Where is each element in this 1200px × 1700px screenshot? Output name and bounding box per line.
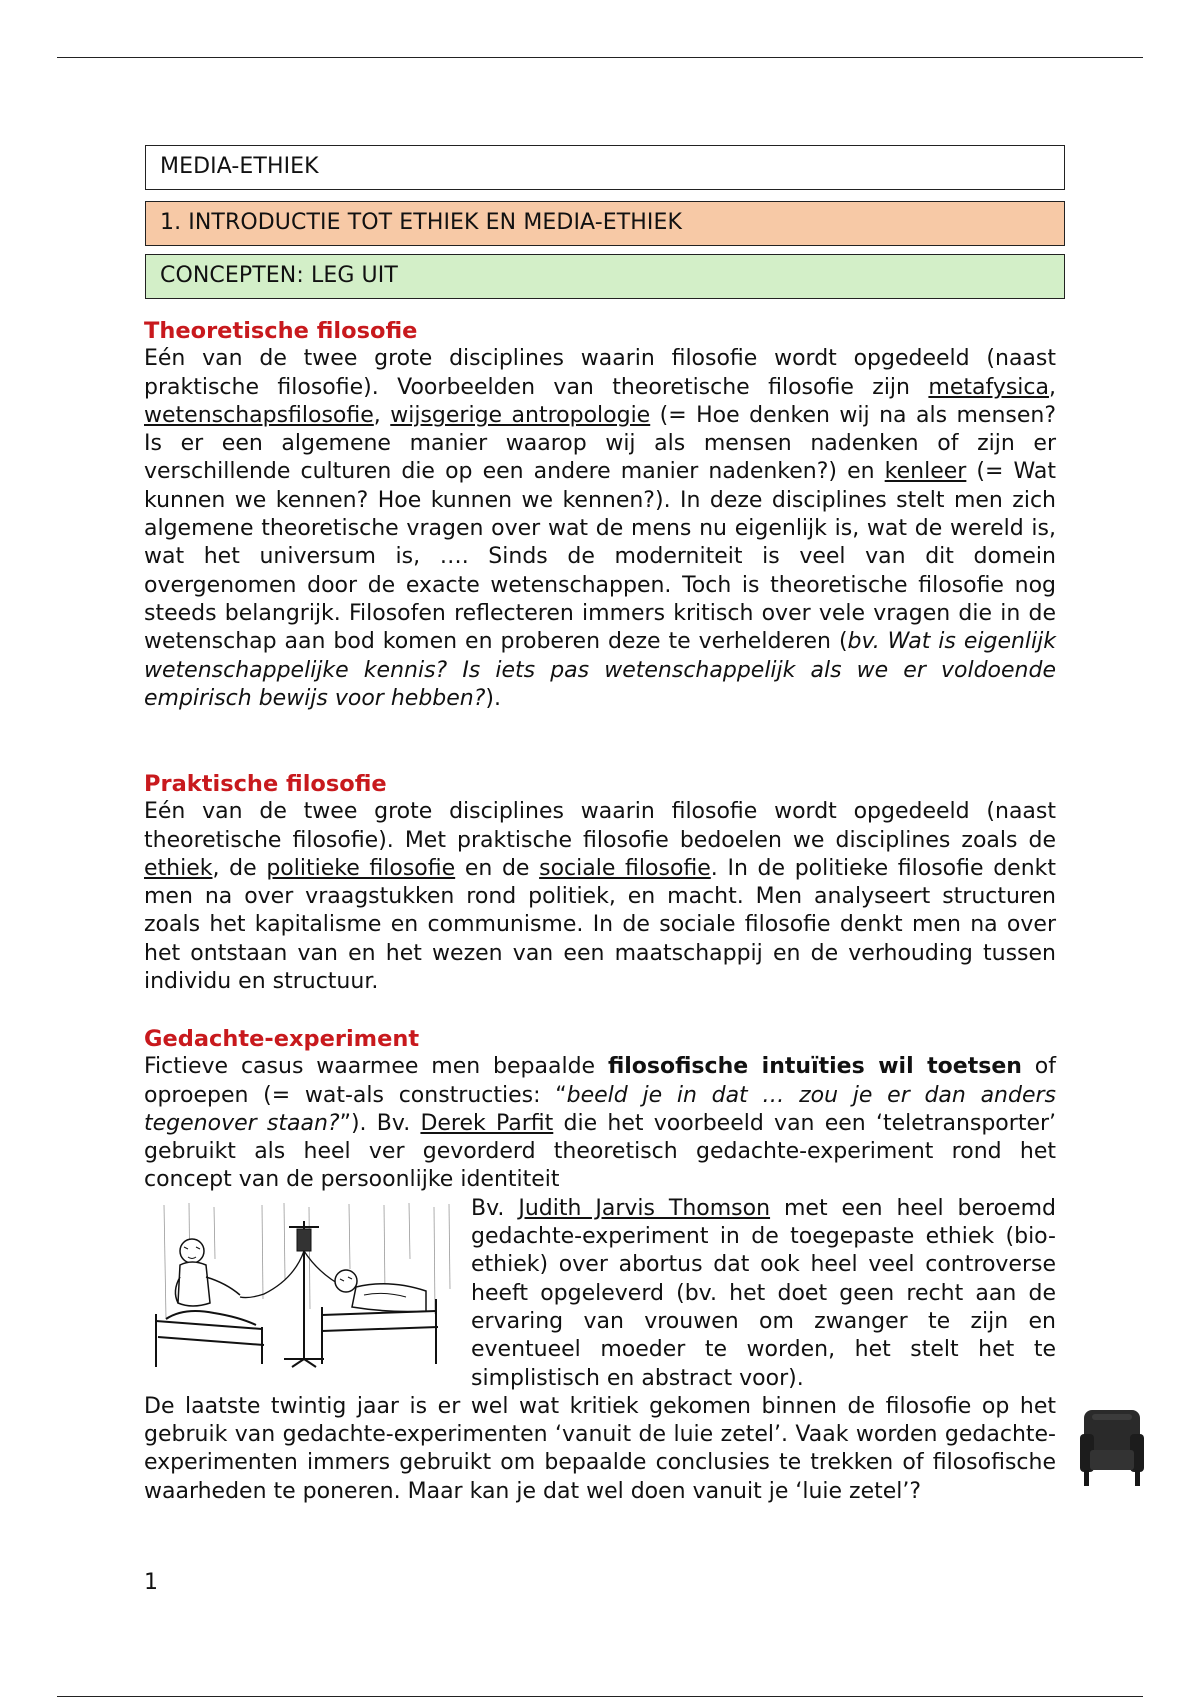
text-run: Eén van de twee grote disciplines waarin filosofie wordt opgedeeld (naast praktische filosofie). Voorbeelden van theoretische filosofie zijn [144, 346, 1056, 400]
text-run: Bv. [471, 1195, 519, 1221]
top-rule [57, 57, 1143, 58]
heading-theoretical-philosophy: Theoretische filosofie [144, 318, 418, 344]
page-number: 1 [144, 1570, 158, 1595]
chapter-title: 1. INTRODUCTIE TOT ETHIEK EN MEDIA-ETHIEK [160, 210, 683, 235]
armchair-icon-svg [1078, 1404, 1146, 1488]
text-run: Eén van de twee grote disciplines waarin filosofie wordt opgedeeld (naast theoretische filosofie). Met praktische filosofie bedoelen we disciplines zoals de [144, 799, 1056, 853]
paragraph-thought-experiment-intro [144, 1053, 1056, 1194]
paragraph-armchair-critique: De laatste twintig jaar is er wel wat kritiek gekomen binnen de filosofie op het gebruik van gedachte-experimenten ‘vanuit de luie zetel’. Vaak worden gedachte-experimenten immers gebruikt om bepaalde conclusies te trekken of filosofische waarheden te poneren. Maar kan je dat wel doen vanuit je ‘luie zetel’? [144, 1393, 1056, 1504]
text-run: of oproepen (= wat-als constructies: “ [144, 1054, 1056, 1108]
concepts-title: CONCEPTEN: LEG UIT [160, 263, 398, 288]
what-if-quote: beeld je in dat … zou je er dan anders tegenover staan? [144, 1082, 1057, 1136]
term-metafysica: metafysica [928, 374, 1049, 400]
term-sociale-filosofie: sociale filosofie [539, 855, 711, 881]
text-run: . In de politieke filosofie denkt men na over vraagstukken rond politiek, en macht. Men analyseert structuren zoals het kapitalisme en communisme. In de sociale filosofie denkt men na over het ontstaan van en het wezen van een maatschappij en de verhouding tussen individu en structuur. [144, 855, 1057, 995]
term-ethiek: ethiek [144, 855, 213, 881]
violinist-illustration-svg [144, 1199, 459, 1369]
section-theoretical-philosophy [144, 317, 1056, 713]
term-politieke-filosofie: politieke filosofie [266, 855, 456, 881]
violinist-illustration [144, 1199, 459, 1369]
concepts-title-box [145, 254, 1065, 299]
text-run: , [373, 402, 391, 428]
term-kenleer: kenleer [884, 459, 967, 485]
text-run: en de [455, 855, 540, 881]
armchair-icon [1078, 1404, 1146, 1488]
bottom-rule [57, 1696, 1143, 1697]
text-run: met een heel beroemd gedachte-experiment in de toegepaste ethiek (bio-ethiek) over abortus dat ook heel veel controverse heeft opgeleverd (bv. het doet geen recht aan de ervaring van vrouwen om zwanger te zijn en eventueel moeder te worden, het stelt het te simplistisch en abstract voor). [471, 1195, 1057, 1391]
text-run: ). [485, 685, 501, 711]
course-title-box [145, 145, 1065, 190]
text-run: die het voorbeeld van een ‘teletransporter’ gebruikt als heel ver gevorderd theoretisch gedachte-experiment rond het concept van de persoonlijke identiteit [144, 1110, 1057, 1193]
text-run: (= Wat kunnen we kennen? Hoe kunnen we kennen?). In deze disciplines stelt men zich algemene theoretische vragen over wat de mens nu eigenlijk is, wat de wereld is, wat het universum is, …. Sinds de moderniteit is veel van dit domein overgenomen door de exacte wetenschappen. Toch is theoretische filosofie nog steeds belangrijk. Filosofen reflecteren immers kritisch over vele vragen die in de wetenschap aan bod komen en proberen deze te verhelderen ( [144, 459, 1056, 655]
course-title: MEDIA-ETHIEK [160, 154, 319, 179]
paragraph-practical-philosophy [144, 798, 1056, 996]
emphasis-intuitions: filosofische intuïties wil toetsen [607, 1054, 1022, 1080]
term-derek-parfit: Derek Parfit [420, 1110, 554, 1136]
section-practical-philosophy [144, 770, 1056, 996]
text-run: ”). Bv. [339, 1110, 421, 1136]
text-run: Fictieve casus waarmee men bepaalde [144, 1054, 608, 1080]
term-wetenschapsfilosofie: wetenschapsfilosofie [144, 402, 374, 428]
text-run: , [1049, 374, 1056, 400]
term-wijsgerige-antropologie: wijsgerige antropologie [390, 402, 651, 428]
term-judith-jarvis-thomson: Judith Jarvis Thomson [518, 1195, 771, 1221]
heading-thought-experiment: Gedachte-experiment [144, 1026, 420, 1052]
heading-practical-philosophy: Praktische filosofie [144, 771, 387, 797]
text-run: , de [212, 855, 267, 881]
section-thought-experiment [144, 1025, 1056, 1506]
paragraph-theoretical-philosophy [144, 345, 1056, 713]
example-question: bv. Wat is eigenlijk wetenschappelijke kennis? Is iets pas wetenschappelijk als we er voldoende empirisch bewijs voor hebben? [144, 629, 1056, 711]
chapter-title-box [145, 201, 1065, 246]
text-run: (= Hoe denken wij na als mensen? Is er een algemene manier waarop wij als mensen nadenken of zijn er verschillende culturen die op een andere manier nadenken?) en [144, 402, 1056, 485]
